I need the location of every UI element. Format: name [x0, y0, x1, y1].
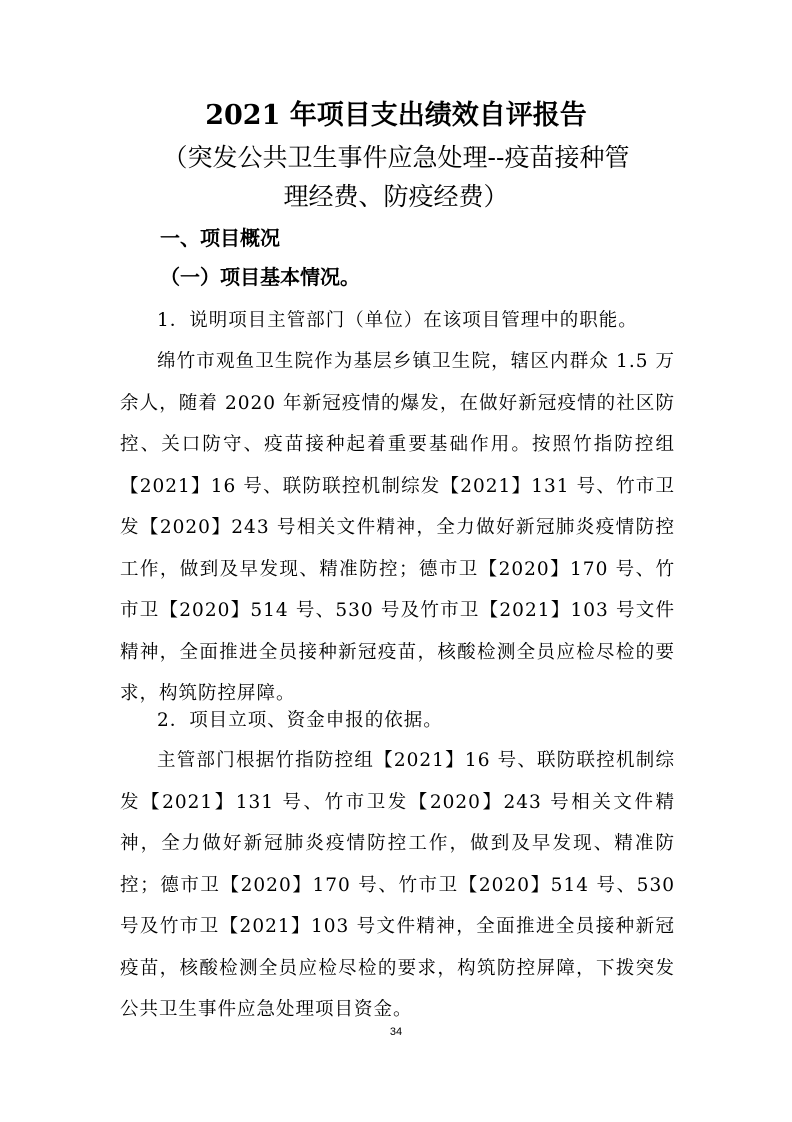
paragraph-item-1-heading: 1．说明项目主管部门（单位）在该项目管理中的职能。 [157, 310, 638, 331]
report-title: 2021 年项目支出绩效自评报告 [205, 100, 587, 131]
report-subtitle-line-2: 理经费、防疫经费） [283, 182, 509, 211]
section-heading-project-overview: 一、项目概况 [160, 226, 280, 250]
subsection-heading-basic-info: （一）项目基本情况。 [160, 265, 360, 289]
page-number: 34 [389, 1026, 403, 1038]
report-subtitle-line-1: （突发公共卫生事件应急处理--疫苗接种管 [162, 143, 630, 172]
paragraph-funding-basis: 主管部门根据竹指防控组【2021】16 号、联防联控机制综发【2021】131 号、竹市卫发【2020】243 号相关文件精神，全力做好新冠肺炎疫情防控工作，做到及早发现、精准防控；德市卫【2020】170 号、竹市卫【2020】514 号、530 号及竹市卫【2021】103 号文件精神，全面推进全员接种新冠疫苗，核酸检测全员应检尽检的要求，构筑防控屏障，下拨突发公共卫生事件应急处理项目资金。 [120, 750, 675, 1020]
paragraph-item-2-heading: 2．项目立项、资金申报的依据。 [157, 710, 443, 731]
paragraph-department-role: 绵竹市观鱼卫生院作为基层乡镇卫生院，辖区内群众 1.5 万余人，随着 2020 年新冠疫情的爆发，在做好新冠疫情的社区防控、关口防守、疫苗接种起着重要基础作用。按照竹指防控组【2021】16 号、联防联控机制综发【2021】131 号、竹市卫发【2020】243 号相关文件精神，全力做好新冠肺炎疫情防控工作，做到及早发现、精准防控；德市卫【2020】170 号、竹市卫【2020】514 号、530 号及竹市卫【2021】103 号文件精神，全面推进全员接种新冠疫苗，核酸检测全员应检尽检的要求，构筑防控屏障。 [120, 351, 675, 704]
